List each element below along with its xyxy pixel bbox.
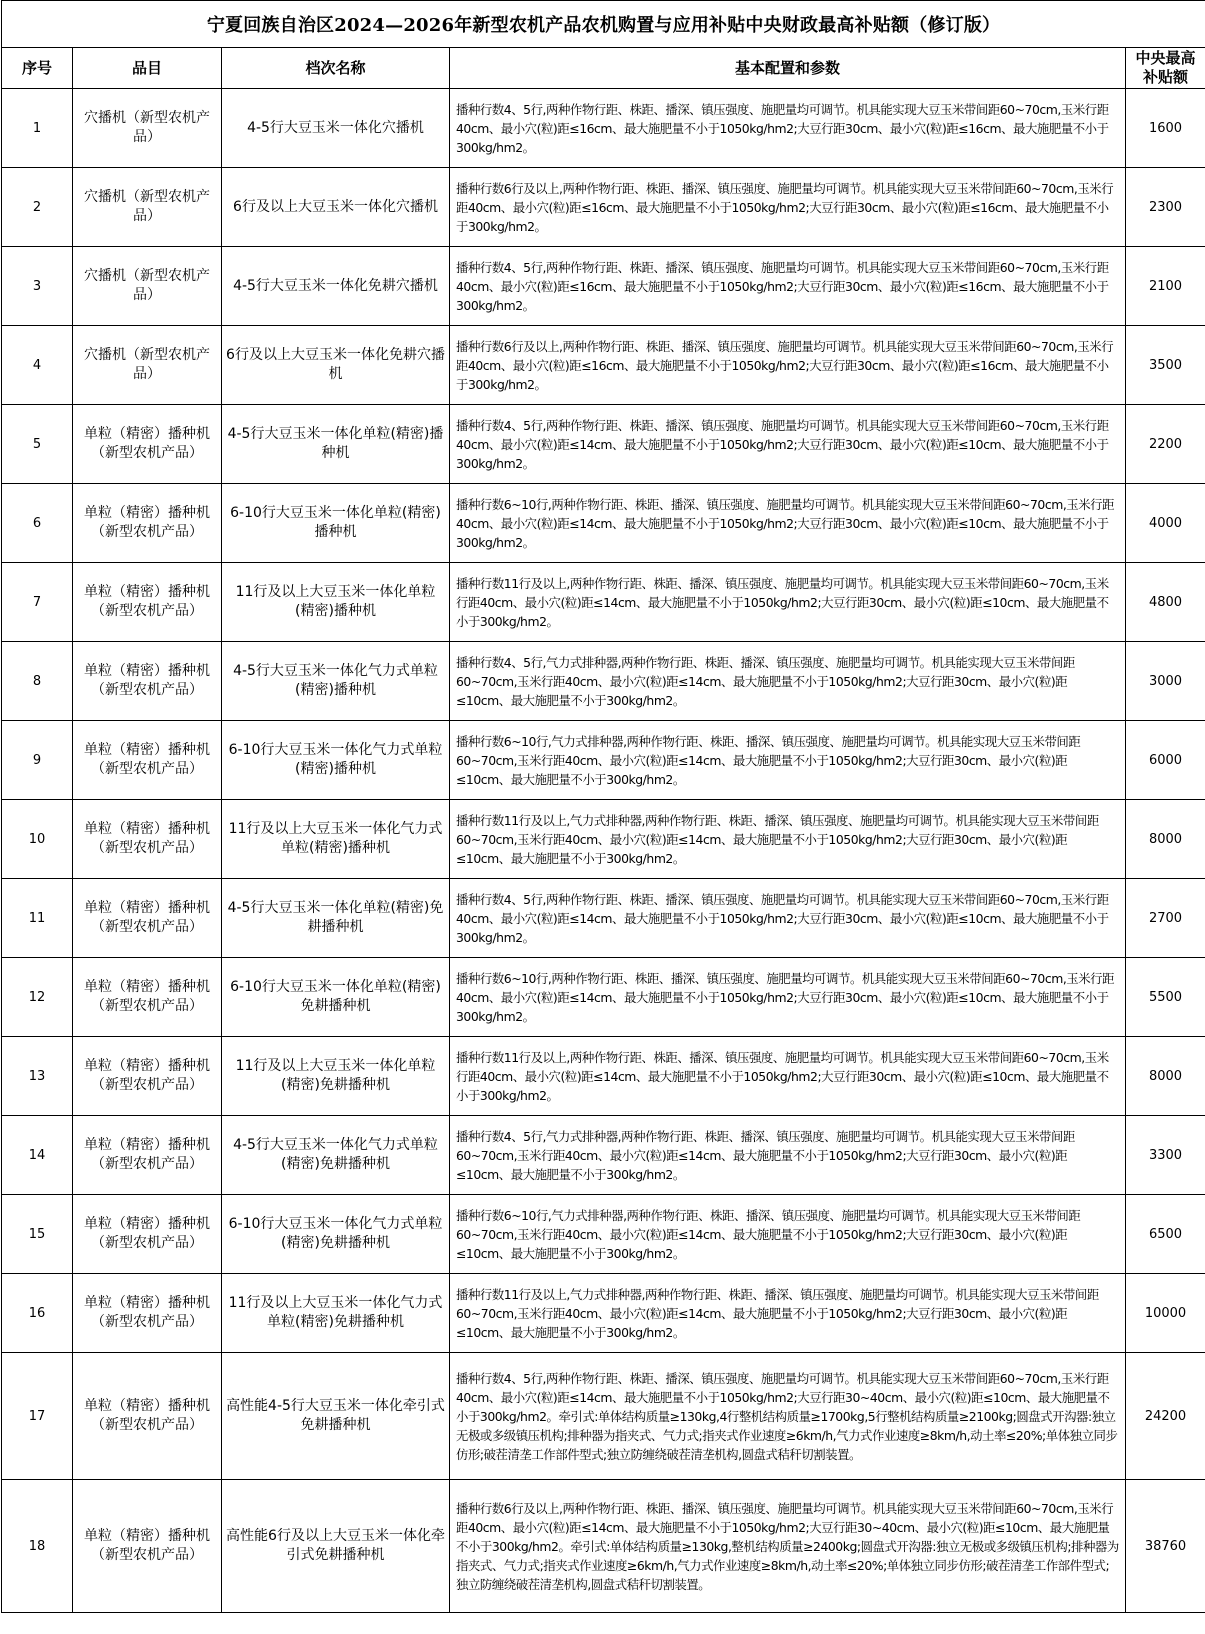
row-number: 10 [2, 800, 73, 879]
table-row [2, 89, 1205, 168]
row-grade-name: 高性能4-5行大豆玉米一体化牵引式免耕播种机 [222, 1353, 450, 1480]
row-spec: 播种行数6行及以上,两种作物行距、株距、播深、镇压强度、施肥量均可调节。机具能实现大豆玉米带间距60~70cm,玉米行距40cm、最小穴(粒)距≤14cm、最大施肥量不小于1050kg/hm2;大豆行距30~40cm、最小穴(粒)距≤10cm、最大施肥量不小于300kg/hm2。牵引式:单体结构质量≥130kg,整机结构质量≥2400kg;圆盘式开沟器:独立无极或多级镇压机构;排种器为指夹式、气力式;指夹式作业速度≥6km/h,气力式作业速度≥8km/h,动土率≤20%;单体独立同步仿形;破茬清垄工作部件型式;独立防缠绕破茬清垄机构,圆盘式秸秆切割装置。 [450, 1480, 1126, 1613]
row-subsidy-amount: 5500 [1126, 958, 1205, 1037]
table-row [2, 1353, 1205, 1480]
header-row [2, 48, 1205, 89]
row-spec: 播种行数11行及以上,气力式排种器,两种作物行距、株距、播深、镇压强度、施肥量均可调节。机具能实现大豆玉米带间距60~70cm,玉米行距40cm、最小穴(粒)距≤14cm、最大施肥量不小于1050kg/hm2;大豆行距30cm、最小穴(粒)距≤10cm、最大施肥量不小于300kg/hm2。 [450, 1274, 1126, 1353]
row-category: 穴播机（新型农机产品） [73, 326, 222, 405]
row-number: 18 [2, 1480, 73, 1613]
table-row [2, 1274, 1205, 1353]
row-grade-name: 6-10行大豆玉米一体化气力式单粒(精密)播种机 [222, 721, 450, 800]
row-category: 单粒（精密）播种机（新型农机产品） [73, 1353, 222, 1480]
row-number: 1 [2, 89, 73, 168]
row-grade-name: 11行及以上大豆玉米一体化单粒(精密)播种机 [222, 563, 450, 642]
row-subsidy-amount: 4000 [1126, 484, 1205, 563]
row-spec: 播种行数6~10行,气力式排种器,两种作物行距、株距、播深、镇压强度、施肥量均可调节。机具能实现大豆玉米带间距60~70cm,玉米行距40cm、最小穴(粒)距≤14cm、最大施肥量不小于1050kg/hm2;大豆行距30cm、最小穴(粒)距≤10cm、最大施肥量不小于300kg/hm2。 [450, 1195, 1126, 1274]
table-title: 宁夏回族自治区2024—2026年新型农机产品农机购置与应用补贴中央财政最高补贴额（修订版） [2, 1, 1205, 48]
row-category: 穴播机（新型农机产品） [73, 247, 222, 326]
header-amount: 中央最高补贴额 [1126, 48, 1205, 89]
row-category: 单粒（精密）播种机（新型农机产品） [73, 1037, 222, 1116]
row-spec: 播种行数11行及以上,两种作物行距、株距、播深、镇压强度、施肥量均可调节。机具能实现大豆玉米带间距60~70cm,玉米行距40cm、最小穴(粒)距≤14cm、最大施肥量不小于1050kg/hm2;大豆行距30cm、最小穴(粒)距≤10cm、最大施肥量不小于300kg/hm2。 [450, 1037, 1126, 1116]
row-subsidy-amount: 8000 [1126, 1037, 1205, 1116]
row-subsidy-amount: 1600 [1126, 89, 1205, 168]
table-row [2, 1116, 1205, 1195]
row-spec: 播种行数4、5行,两种作物行距、株距、播深、镇压强度、施肥量均可调节。机具能实现大豆玉米带间距60~70cm,玉米行距40cm、最小穴(粒)距≤14cm、最大施肥量不小于1050kg/hm2;大豆行距30cm、最小穴(粒)距≤10cm、最大施肥量不小于300kg/hm2。 [450, 405, 1126, 484]
header-no: 序号 [2, 48, 73, 89]
table-row [2, 958, 1205, 1037]
row-subsidy-amount: 3000 [1126, 642, 1205, 721]
row-subsidy-amount: 3500 [1126, 326, 1205, 405]
row-category: 单粒（精密）播种机（新型农机产品） [73, 721, 222, 800]
table-body [2, 89, 1205, 1613]
row-grade-name: 6行及以上大豆玉米一体化免耕穴播机 [222, 326, 450, 405]
row-grade-name: 11行及以上大豆玉米一体化单粒(精密)免耕播种机 [222, 1037, 450, 1116]
row-number: 16 [2, 1274, 73, 1353]
row-number: 14 [2, 1116, 73, 1195]
row-grade-name: 11行及以上大豆玉米一体化气力式单粒(精密)播种机 [222, 800, 450, 879]
row-grade-name: 4-5行大豆玉米一体化单粒(精密)免耕播种机 [222, 879, 450, 958]
row-spec: 播种行数11行及以上,两种作物行距、株距、播深、镇压强度、施肥量均可调节。机具能实现大豆玉米带间距60~70cm,玉米行距40cm、最小穴(粒)距≤14cm、最大施肥量不小于1050kg/hm2;大豆行距30cm、最小穴(粒)距≤10cm、最大施肥量不小于300kg/hm2。 [450, 563, 1126, 642]
row-grade-name: 6-10行大豆玉米一体化单粒(精密)播种机 [222, 484, 450, 563]
row-number: 15 [2, 1195, 73, 1274]
row-grade-name: 4-5行大豆玉米一体化气力式单粒(精密)免耕播种机 [222, 1116, 450, 1195]
row-number: 17 [2, 1353, 73, 1480]
row-spec: 播种行数4、5行,两种作物行距、株距、播深、镇压强度、施肥量均可调节。机具能实现大豆玉米带间距60~70cm,玉米行距40cm、最小穴(粒)距≤14cm、最大施肥量不小于1050kg/hm2;大豆行距30~40cm、最小穴(粒)距≤10cm、最大施肥量不小于300kg/hm2。牵引式:单体结构质量≥130kg,4行整机结构质量≥1700kg,5行整机结构质量≥2100kg;圆盘式开沟器:独立无极或多级镇压机构;排种器为指夹式、气力式;指夹式作业速度≥6km/h,气力式作业速度≥8km/h,动土率≤20%;单体独立同步仿形;破茬清垄工作部件型式;独立防缠绕破茬清垄机构,圆盘式秸秆切割装置。 [450, 1353, 1126, 1480]
row-subsidy-amount: 6000 [1126, 721, 1205, 800]
row-grade-name: 6行及以上大豆玉米一体化穴播机 [222, 168, 450, 247]
subsidy-table [1, 0, 1205, 1613]
table-row [2, 721, 1205, 800]
row-category: 单粒（精密）播种机（新型农机产品） [73, 1480, 222, 1613]
row-category: 单粒（精密）播种机（新型农机产品） [73, 879, 222, 958]
table-row [2, 326, 1205, 405]
row-number: 9 [2, 721, 73, 800]
table-row [2, 563, 1205, 642]
row-category: 单粒（精密）播种机（新型农机产品） [73, 563, 222, 642]
row-spec: 播种行数6~10行,气力式排种器,两种作物行距、株距、播深、镇压强度、施肥量均可调节。机具能实现大豆玉米带间距60~70cm,玉米行距40cm、最小穴(粒)距≤14cm、最大施肥量不小于1050kg/hm2;大豆行距30cm、最小穴(粒)距≤10cm、最大施肥量不小于300kg/hm2。 [450, 721, 1126, 800]
row-subsidy-amount: 3300 [1126, 1116, 1205, 1195]
row-subsidy-amount: 2200 [1126, 405, 1205, 484]
row-number: 8 [2, 642, 73, 721]
row-spec: 播种行数4、5行,两种作物行距、株距、播深、镇压强度、施肥量均可调节。机具能实现大豆玉米带间距60~70cm,玉米行距40cm、最小穴(粒)距≤14cm、最大施肥量不小于1050kg/hm2;大豆行距30cm、最小穴(粒)距≤10cm、最大施肥量不小于300kg/hm2。 [450, 879, 1126, 958]
table-row [2, 1037, 1205, 1116]
header-category: 品目 [73, 48, 222, 89]
row-subsidy-amount: 8000 [1126, 800, 1205, 879]
row-subsidy-amount: 2700 [1126, 879, 1205, 958]
row-grade-name: 6-10行大豆玉米一体化气力式单粒(精密)免耕播种机 [222, 1195, 450, 1274]
row-grade-name: 4-5行大豆玉米一体化穴播机 [222, 89, 450, 168]
row-spec: 播种行数6行及以上,两种作物行距、株距、播深、镇压强度、施肥量均可调节。机具能实现大豆玉米带间距60~70cm,玉米行距40cm、最小穴(粒)距≤16cm、最大施肥量不小于1050kg/hm2;大豆行距30cm、最小穴(粒)距≤16cm、最大施肥量不小于300kg/hm2。 [450, 168, 1126, 247]
table-row [2, 879, 1205, 958]
row-category: 单粒（精密）播种机（新型农机产品） [73, 1195, 222, 1274]
table-row [2, 642, 1205, 721]
table-row [2, 484, 1205, 563]
row-spec: 播种行数6~10行,两种作物行距、株距、播深、镇压强度、施肥量均可调节。机具能实现大豆玉米带间距60~70cm,玉米行距40cm、最小穴(粒)距≤14cm、最大施肥量不小于1050kg/hm2;大豆行距30cm、最小穴(粒)距≤10cm、最大施肥量不小于300kg/hm2。 [450, 484, 1126, 563]
table-row [2, 1480, 1205, 1613]
row-number: 4 [2, 326, 73, 405]
row-category: 单粒（精密）播种机（新型农机产品） [73, 958, 222, 1037]
header-spec: 基本配置和参数 [450, 48, 1126, 89]
row-grade-name: 高性能6行及以上大豆玉米一体化牵引式免耕播种机 [222, 1480, 450, 1613]
row-number: 12 [2, 958, 73, 1037]
row-spec: 播种行数6~10行,两种作物行距、株距、播深、镇压强度、施肥量均可调节。机具能实现大豆玉米带间距60~70cm,玉米行距40cm、最小穴(粒)距≤14cm、最大施肥量不小于1050kg/hm2;大豆行距30cm、最小穴(粒)距≤10cm、最大施肥量不小于300kg/hm2。 [450, 958, 1126, 1037]
row-number: 11 [2, 879, 73, 958]
row-grade-name: 6-10行大豆玉米一体化单粒(精密)免耕播种机 [222, 958, 450, 1037]
row-category: 单粒（精密）播种机（新型农机产品） [73, 642, 222, 721]
row-subsidy-amount: 2100 [1126, 247, 1205, 326]
row-subsidy-amount: 10000 [1126, 1274, 1205, 1353]
row-grade-name: 11行及以上大豆玉米一体化气力式单粒(精密)免耕播种机 [222, 1274, 450, 1353]
table-row [2, 800, 1205, 879]
row-subsidy-amount: 4800 [1126, 563, 1205, 642]
row-spec: 播种行数4、5行,气力式排种器,两种作物行距、株距、播深、镇压强度、施肥量均可调节。机具能实现大豆玉米带间距60~70cm,玉米行距40cm、最小穴(粒)距≤14cm、最大施肥量不小于1050kg/hm2;大豆行距30cm、最小穴(粒)距≤10cm、最大施肥量不小于300kg/hm2。 [450, 642, 1126, 721]
row-spec: 播种行数6行及以上,两种作物行距、株距、播深、镇压强度、施肥量均可调节。机具能实现大豆玉米带间距60~70cm,玉米行距40cm、最小穴(粒)距≤16cm、最大施肥量不小于1050kg/hm2;大豆行距30cm、最小穴(粒)距≤16cm、最大施肥量不小于300kg/hm2。 [450, 326, 1126, 405]
row-spec: 播种行数4、5行,气力式排种器,两种作物行距、株距、播深、镇压强度、施肥量均可调节。机具能实现大豆玉米带间距60~70cm,玉米行距40cm、最小穴(粒)距≤14cm、最大施肥量不小于1050kg/hm2;大豆行距30cm、最小穴(粒)距≤10cm、最大施肥量不小于300kg/hm2。 [450, 1116, 1126, 1195]
row-grade-name: 4-5行大豆玉米一体化单粒(精密)播种机 [222, 405, 450, 484]
row-number: 13 [2, 1037, 73, 1116]
table-row [2, 168, 1205, 247]
table-row [2, 1195, 1205, 1274]
row-category: 单粒（精密）播种机（新型农机产品） [73, 800, 222, 879]
row-number: 7 [2, 563, 73, 642]
row-spec: 播种行数4、5行,两种作物行距、株距、播深、镇压强度、施肥量均可调节。机具能实现大豆玉米带间距60~70cm,玉米行距40cm、最小穴(粒)距≤16cm、最大施肥量不小于1050kg/hm2;大豆行距30cm、最小穴(粒)距≤16cm、最大施肥量不小于300kg/hm2。 [450, 89, 1126, 168]
row-subsidy-amount: 38760 [1126, 1480, 1205, 1613]
row-category: 穴播机（新型农机产品） [73, 168, 222, 247]
row-spec: 播种行数4、5行,两种作物行距、株距、播深、镇压强度、施肥量均可调节。机具能实现大豆玉米带间距60~70cm,玉米行距40cm、最小穴(粒)距≤16cm、最大施肥量不小于1050kg/hm2;大豆行距30cm、最小穴(粒)距≤16cm、最大施肥量不小于300kg/hm2。 [450, 247, 1126, 326]
row-category: 单粒（精密）播种机（新型农机产品） [73, 1274, 222, 1353]
row-category: 单粒（精密）播种机（新型农机产品） [73, 1116, 222, 1195]
row-grade-name: 4-5行大豆玉米一体化免耕穴播机 [222, 247, 450, 326]
row-category: 单粒（精密）播种机（新型农机产品） [73, 484, 222, 563]
row-number: 3 [2, 247, 73, 326]
row-number: 6 [2, 484, 73, 563]
table-row [2, 247, 1205, 326]
row-category: 单粒（精密）播种机（新型农机产品） [73, 405, 222, 484]
row-spec: 播种行数11行及以上,气力式排种器,两种作物行距、株距、播深、镇压强度、施肥量均可调节。机具能实现大豆玉米带间距60~70cm,玉米行距40cm、最小穴(粒)距≤14cm、最大施肥量不小于1050kg/hm2;大豆行距30cm、最小穴(粒)距≤10cm、最大施肥量不小于300kg/hm2。 [450, 800, 1126, 879]
row-number: 2 [2, 168, 73, 247]
table-row [2, 405, 1205, 484]
row-number: 5 [2, 405, 73, 484]
row-subsidy-amount: 6500 [1126, 1195, 1205, 1274]
row-subsidy-amount: 2300 [1126, 168, 1205, 247]
row-grade-name: 4-5行大豆玉米一体化气力式单粒(精密)播种机 [222, 642, 450, 721]
header-name: 档次名称 [222, 48, 450, 89]
row-category: 穴播机（新型农机产品） [73, 89, 222, 168]
row-subsidy-amount: 24200 [1126, 1353, 1205, 1480]
